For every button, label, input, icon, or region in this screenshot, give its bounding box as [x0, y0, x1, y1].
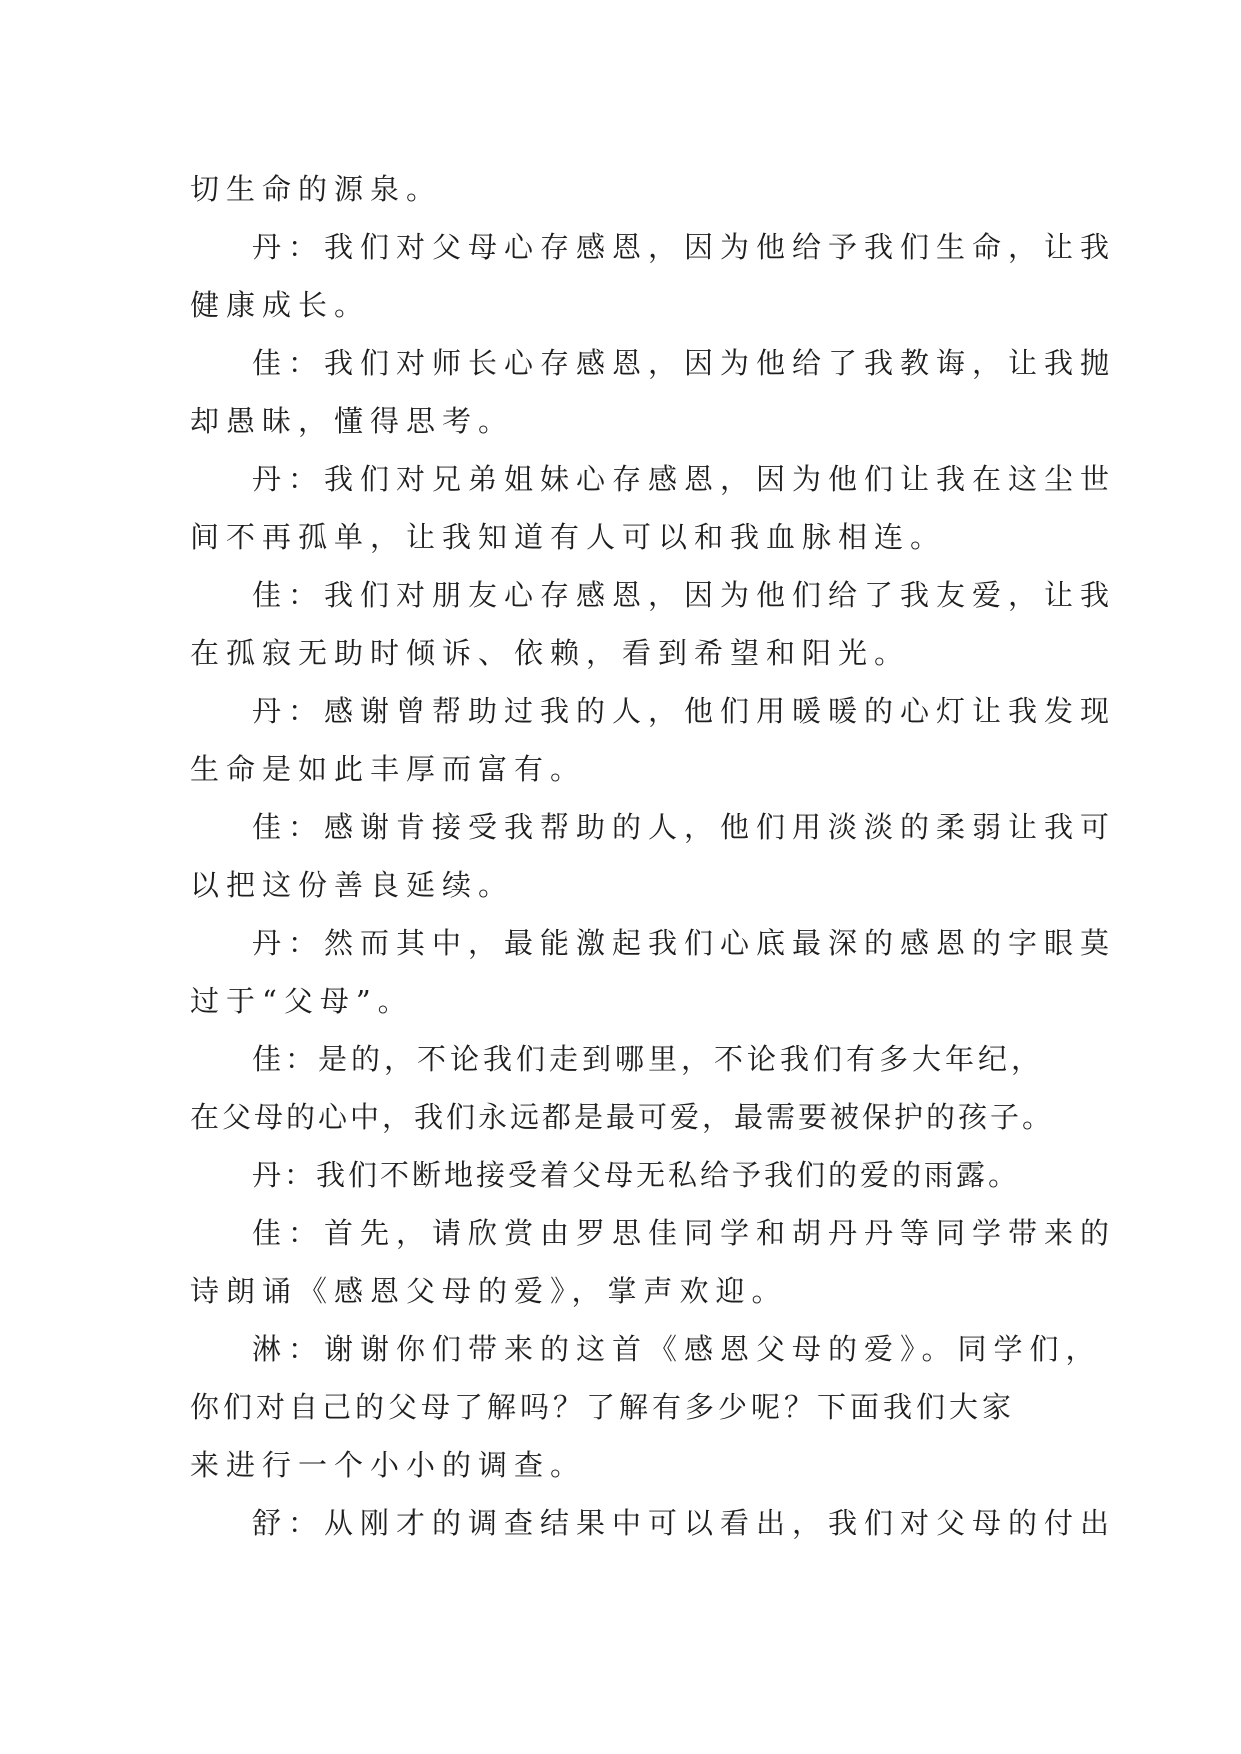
text-line: 健康成长。: [190, 288, 371, 322]
text-line: 佳：首先，请欣赏由罗思佳同学和胡丹丹等同学带来的: [252, 1216, 1117, 1250]
text-line: 丹：我们对父母心存感恩，因为他给予我们生命，让我: [252, 230, 1117, 264]
text-line: 诗朗诵《感恩父母的爱》，掌声欢迎。: [190, 1274, 788, 1308]
text-line: 丹：感谢曾帮助过我的人，他们用暖暖的心灯让我发现: [252, 694, 1117, 728]
text-line: 以把这份善良延续。: [190, 868, 515, 902]
text-line: 过于“父母”。: [190, 984, 414, 1018]
text-line: 丹：然而其中，最能激起我们心底最深的感恩的字眼莫: [252, 926, 1117, 960]
document-body: [190, 160, 1117, 1552]
text-line: 却愚昧，懂得思考。: [190, 404, 515, 438]
text-line: 生命是如此丰厚而富有。: [190, 752, 587, 786]
text-line: 佳：我们对师长心存感恩，因为他给了我教诲，让我抛: [252, 346, 1117, 380]
text-line: 舒：从刚才的调查结果中可以看出，我们对父母的付出: [252, 1506, 1117, 1540]
text-line: 你们对自己的父母了解吗？了解有多少呢？下面我们大家: [190, 1390, 1016, 1424]
text-line: 丹：我们不断地接受着父母无私给予我们的爱的雨露。: [252, 1158, 1021, 1192]
text-line: 来进行一个小小的调查。: [190, 1448, 587, 1482]
text-line: 间不再孤单，让我知道有人可以和我血脉相连。: [190, 520, 947, 554]
text-line: 切生命的源泉。: [190, 172, 443, 206]
text-line: 在父母的心中，我们永远都是最可爱，最需要被保护的孩子。: [190, 1100, 1055, 1134]
text-line: 丹：我们对兄弟姐妹心存感恩，因为他们让我在这尘世: [252, 462, 1117, 496]
text-line: 佳：我们对朋友心存感恩，因为他们给了我友爱，让我: [252, 578, 1117, 612]
text-line: 在孤寂无助时倾诉、依赖，看到希望和阳光。: [190, 636, 911, 670]
text-line: 佳：感谢肯接受我帮助的人，他们用淡淡的柔弱让我可: [252, 810, 1117, 844]
text-line: 淋：谢谢你们带来的这首《感恩父母的爱》。同学们，: [252, 1332, 1102, 1366]
text-line: 佳：是的，不论我们走到哪里，不论我们有多大年纪，: [252, 1042, 1045, 1076]
